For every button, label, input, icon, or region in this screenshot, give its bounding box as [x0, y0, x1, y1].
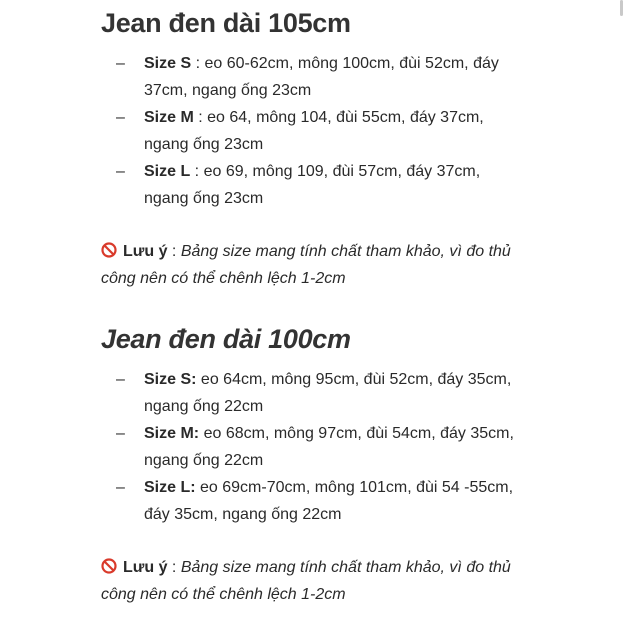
size-separator: : — [191, 55, 205, 72]
size-measurements: eo 69, mông 109, đùi 57cm, đáy 37cm, ngang ống 23cm — [144, 163, 481, 207]
size-item-s — [0, 366, 524, 420]
note-label: Lưu ý — [123, 559, 168, 576]
size-measurements: eo 64, mông 104, đùi 55cm, đáy 37cm, ngang ống 23cm — [144, 109, 484, 153]
size-item-m — [0, 420, 524, 474]
note-100cm — [101, 554, 531, 608]
scrollbar[interactable] — [620, 0, 623, 16]
bullet-dash: – — [116, 425, 125, 442]
size-label: Size M — [144, 109, 194, 126]
size-measurements: eo 68cm, mông 97cm, đùi 54cm, đáy 35cm, ngang ống 22cm — [144, 425, 514, 469]
prohibited-icon — [101, 242, 117, 258]
note-separator: : — [167, 243, 181, 260]
size-list-100cm — [0, 366, 626, 528]
size-separator: : — [190, 163, 204, 180]
size-separator: : — [193, 109, 208, 126]
note-105cm — [101, 238, 531, 292]
section-title-105cm: Jean đen dài 105cm — [101, 8, 351, 38]
size-label: Size L: — [144, 479, 196, 496]
size-item-l — [0, 158, 524, 212]
size-item-l — [0, 474, 524, 528]
bullet-dash: – — [116, 371, 125, 388]
prohibited-icon — [101, 558, 117, 574]
bullet-dash: – — [116, 109, 125, 126]
size-measurements: eo 60-62cm, mông 100cm, đùi 52cm, đáy 37cm, ngang ống 23cm — [144, 55, 499, 99]
size-list-105cm — [0, 50, 626, 212]
size-label: Size L — [144, 163, 191, 180]
bullet-dash: – — [116, 163, 125, 180]
size-measurements: eo 64cm, mông 95cm, đùi 52cm, đáy 35cm, ngang ống 22cm — [144, 371, 512, 415]
size-label: Size S — [144, 55, 192, 72]
size-item-s — [0, 50, 524, 104]
size-item-m — [0, 104, 524, 158]
section-title-100cm: Jean đen dài 100cm — [101, 324, 351, 354]
note-text: Bảng size mang tính chất tham khảo, vì đo thủ công nên có thể chênh lệch 1-2cm — [101, 559, 511, 603]
bullet-dash: – — [116, 479, 125, 496]
size-label: Size M: — [144, 425, 200, 442]
size-measurements: eo 69cm-70cm, mông 101cm, đùi 54 -55cm, đáy 35cm, ngang ống 22cm — [144, 479, 514, 523]
note-text: Bảng size mang tính chất tham khảo, vì đo thủ công nên có thể chênh lệch 1-2cm — [101, 243, 511, 287]
bullet-dash: – — [116, 55, 125, 72]
note-separator: : — [167, 559, 181, 576]
size-label: Size S: — [144, 371, 197, 388]
note-label: Lưu ý — [123, 243, 168, 260]
